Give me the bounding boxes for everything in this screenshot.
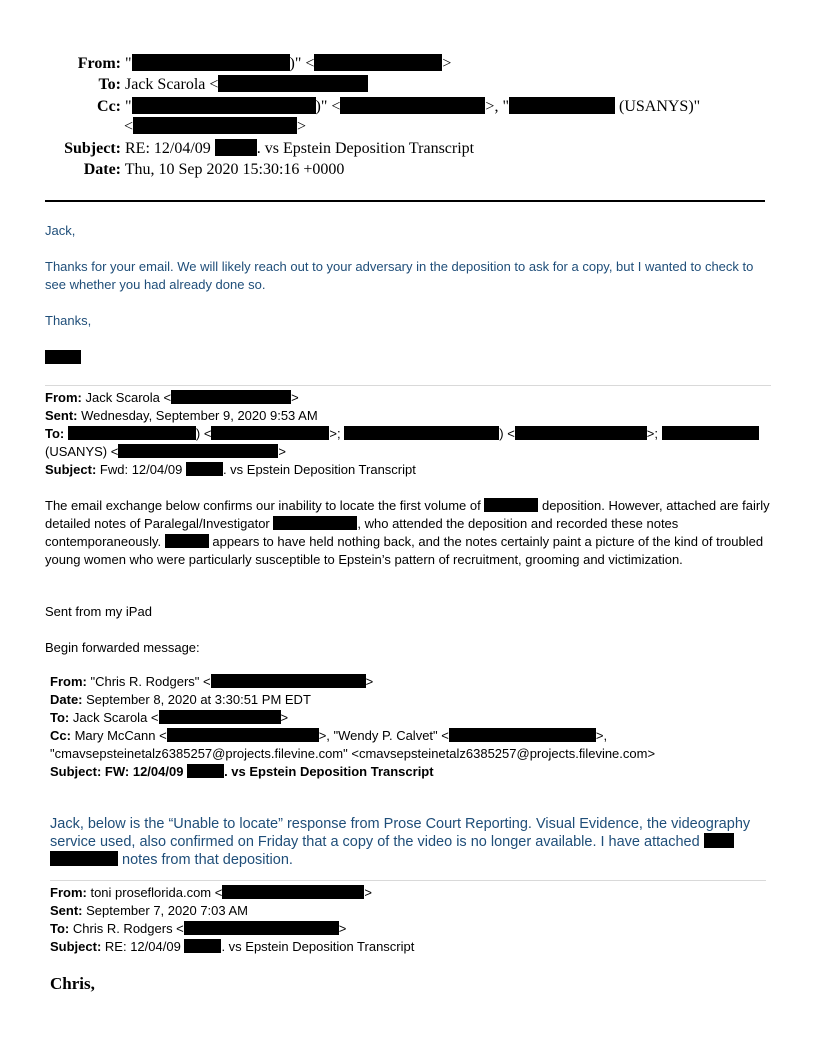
- msg4-subject-row: Subject: RE: 12/04/09 . vs Epstein Deposition Transcript: [50, 939, 415, 954]
- header-divider: [45, 200, 765, 202]
- cc-tail: (USANYS)": [618, 98, 701, 115]
- msg2-from-row: From: Jack Scarola < >: [45, 390, 299, 405]
- redaction: [704, 833, 734, 848]
- msg2-paragraph: The email exchange below confirms our inability to locate the first volume of deposition. However, attached are fairly detailed notes of Paralegal/Investigator , who attended the deposition and recorded these notes contemporaneously. appears to have held nothing back, and the notes certainly paint a picture of the kind of troubled young women who were particularly susceptible to Epstein’s pattern of recruitment, grooming and victimization.: [45, 498, 770, 567]
- redaction: [186, 462, 223, 476]
- msg3-date-row: Date: September 8, 2020 at 3:30:51 PM EDT: [50, 692, 311, 707]
- redaction: [184, 921, 339, 935]
- redaction: [662, 426, 759, 440]
- subject-pre: RE: 12/04/09: [125, 140, 211, 157]
- msg2-to-row: To: ) < >; ) < >;: [45, 425, 759, 443]
- msg4-to-row: To: Chris R. Rodgers < >: [50, 921, 347, 936]
- msg2-sent-row: Sent: Wednesday, September 9, 2020 9:53 AM: [45, 408, 318, 423]
- redaction: [68, 426, 196, 440]
- redaction: [171, 390, 291, 404]
- from-label: From:: [77, 55, 121, 72]
- redaction: [50, 851, 118, 866]
- message-divider: [45, 385, 771, 386]
- header-date-row: [82, 159, 344, 180]
- redaction: [340, 97, 485, 114]
- date-value: Thu, 10 Sep 2020 15:30:16 +0000: [124, 161, 345, 178]
- header-to-row: [75, 74, 368, 95]
- signature-redaction: [45, 350, 81, 364]
- redaction: [133, 117, 297, 134]
- to-name: Jack Scarola <: [125, 76, 219, 93]
- header-from-row: From: " )" < >: [75, 53, 451, 74]
- redaction: [509, 97, 615, 114]
- redaction: [222, 885, 364, 899]
- msg4-greeting: Chris,: [50, 974, 95, 993]
- msg2-to-row-2: (USANYS) < >: [45, 444, 286, 459]
- subject-label: Subject:: [64, 140, 121, 157]
- msg4-sent-row: Sent: September 7, 2020 7:03 AM: [50, 903, 249, 918]
- redaction: [211, 674, 366, 688]
- msg3-from-row: From: "Chris R. Rodgers" < >: [50, 674, 374, 689]
- redaction: [167, 728, 319, 742]
- redaction: [159, 710, 281, 724]
- message-divider: [50, 880, 766, 881]
- msg3-body: Jack, below is the “Unable to locate” response from Prose Court Reporting. Visual Evidence, the videography service used, also confirmed on Friday that a copy of the video is no longer available. I have attached notes from that deposition.: [50, 816, 751, 868]
- sent-from: Sent from my iPad: [45, 604, 152, 619]
- msg3-cc-row-2: "cmavsepsteinetalz6385257@projects.filevine.com" <cmavsepsteinetalz6385257@projects.filevine.com>: [50, 746, 656, 761]
- redaction: [132, 97, 316, 114]
- redaction: [344, 426, 499, 440]
- msg4-from-row: From: toni proseflorida.com < >: [50, 885, 372, 900]
- redaction: [218, 75, 368, 92]
- cc-label: Cc:: [97, 98, 121, 115]
- redaction: [187, 764, 224, 778]
- redaction: [118, 444, 278, 458]
- redaction: [273, 516, 357, 530]
- subject-post: . vs Epstein Deposition Transcript: [256, 140, 475, 157]
- msg3-cc-row: Cc: Mary McCann < >, "Wendy P. Calvet" < >,: [50, 728, 608, 743]
- redaction: [449, 728, 596, 742]
- redaction: [132, 54, 290, 71]
- msg3-to-row: To: Jack Scarola < >: [50, 710, 289, 725]
- header-cc-row: Cc: " )" < >, " (USANYS)": [75, 96, 700, 117]
- redaction: [184, 939, 221, 953]
- to-label: To:: [98, 76, 121, 93]
- begin-forwarded: Begin forwarded message:: [45, 640, 200, 655]
- msg2-subject-row: Subject: Fwd: 12/04/09 . vs Epstein Deposition Transcript: [45, 462, 416, 477]
- reply-greeting: Jack,: [45, 223, 76, 238]
- msg3-subject-row: Subject: FW: 12/04/09 . vs Epstein Deposition Transcript: [50, 764, 434, 779]
- header-cc-row-2: < >: [124, 118, 307, 135]
- redaction: [211, 426, 329, 440]
- redaction: [515, 426, 647, 440]
- redaction: [314, 54, 442, 71]
- header-subject-row: [62, 138, 474, 159]
- redaction: [484, 498, 538, 512]
- date-label: Date:: [83, 161, 121, 178]
- redaction: [165, 534, 209, 548]
- redaction: [215, 139, 257, 156]
- reply-body: Thanks for your email. We will likely reach out to your adversary in the deposition to ask for a copy, but I wanted to check to see whether you had already done so.: [45, 259, 754, 292]
- reply-closing: Thanks,: [45, 313, 92, 328]
